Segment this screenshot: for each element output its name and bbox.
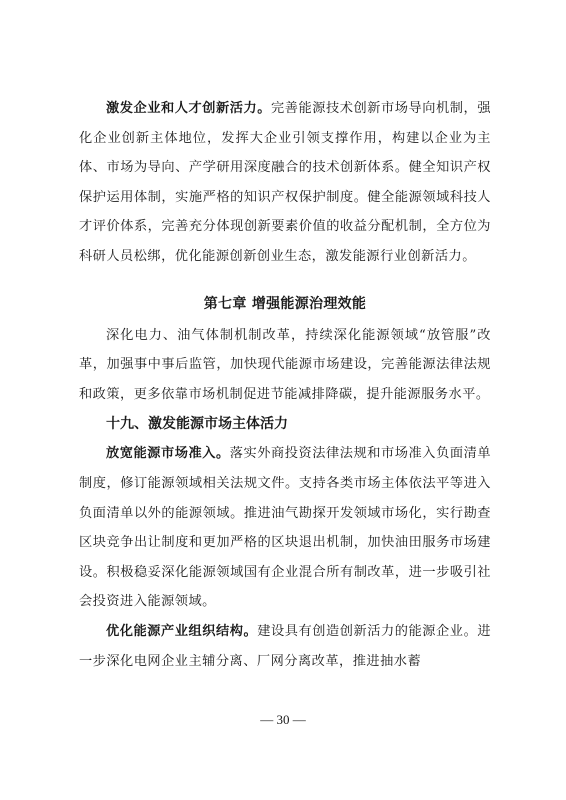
paragraph-body: 落实外商投资法律法规和市场准入负面清单制度，修订能源领域相关法规文件。支持各类市场主体依法平等进入负面清单以外的能源领域。推进油气勘探开发领域市场化，实行勘查区块竞争出让制度和更加严格的区块退出机制，加快油田服务市场建设。积极稳妥深化能源领域国有企业混合所有制改革，进一步吸引社会投资进入能源领域。 <box>79 446 492 610</box>
paragraph-governance-intro <box>79 321 491 410</box>
page-content <box>79 94 491 676</box>
paragraph-lead: 优化能源产业组织结构。 <box>106 623 258 639</box>
chapter-title: 第七章 增强能源治理效能 <box>203 295 367 312</box>
paragraph-body: 深化电力、油气体制机制改革，持续深化能源领域“放管服”改革，加强事中事后监管，加快现代能源市场建设，完善能源法律法规和政策，更多依靠市场机制促进节能减排降碳，提升能源服务水平。 <box>79 327 491 402</box>
paragraph-innovation-vitality <box>79 94 491 272</box>
paragraph-lead: 放宽能源市场准入。 <box>106 446 230 462</box>
paragraph-industry-structure <box>79 617 491 676</box>
page-number: — 30 — <box>260 712 306 727</box>
paragraph-body: 建设具有创造创新活力的能源企业。进一步深化电网企业主辅分离、厂网分离改革，推进抽水蓄 <box>79 623 492 669</box>
section-title: 十九、激发能源市场主体活力 <box>106 416 288 433</box>
paragraph-lead: 激发企业和人才创新活力。 <box>106 101 272 116</box>
paragraph-body: 完善能源技术创新市场导向机制，强化企业创新主体地位，发挥大企业引领支撑作用，构建以企业为主体、市场为导向、产学研用深度融合的技术创新体系。健全知识产权保护运用体制，实施严格的知识产权保护制度。健全能源领域科技人才评价体系，完善充分体现创新要素价值的收益分配机制，全方位为科研人员松绑，优化能源创新创业生态，激发能源行业创新活力。 <box>79 101 492 264</box>
paragraph-market-access <box>79 439 491 617</box>
